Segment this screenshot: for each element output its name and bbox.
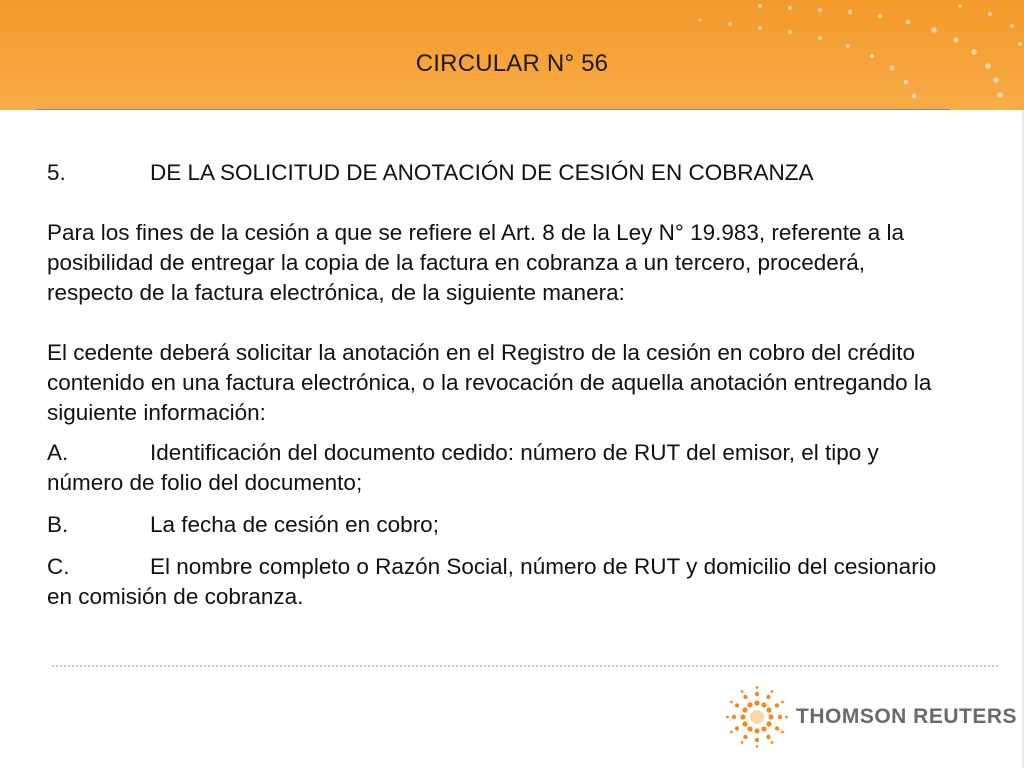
header-band [0,0,1024,110]
list-item-a [47,438,947,498]
list-item-letter: C. [47,554,70,579]
list-item-text: Identificación del documento cedido: número de RUT del emisor, el tipo y número de folio del documento; [47,440,879,495]
document-body [47,158,947,612]
thomson-reuters-logo [726,686,1017,748]
intro-paragraph: Para los fines de la cesión a que se refiere el Art. 8 de la Ley N° 19.983, referente a la posibilidad de entregar la copia de la factura en cobranza a un tercero, procederá, respecto de la factura electrónica, de la siguiente manera: [47,220,905,305]
cedente-paragraph: El cedente deberá solicitar la anotación en el Registro de la cesión en cobro del crédito contenido en una factura electrónica, o la revocación de aquella anotación entregando la siguiente información: [47,340,932,425]
list-item-letter: B. [47,512,69,537]
list-item-c [47,552,947,612]
list-item-text: El nombre completo o Razón Social, número de RUT y domicilio del cesionario en comisión de cobranza. [47,554,937,609]
section-heading [47,158,947,188]
footer-dotted-divider [52,665,998,667]
header-divider [36,109,950,110]
thomson-reuters-dot-burst-icon [726,686,788,748]
section-number: 5. [47,160,66,185]
list-item-text: La fecha de cesión en cobro; [150,512,439,537]
section-title: DE LA SOLICITUD DE ANOTACIÓN DE CESIÓN EN COBRANZA [150,160,814,185]
list-item-b [47,510,947,540]
logo-wordmark: THOMSON REUTERS [796,705,1018,728]
page-title: CIRCULAR N° 56 [415,50,609,77]
list-item-letter: A. [47,440,69,465]
